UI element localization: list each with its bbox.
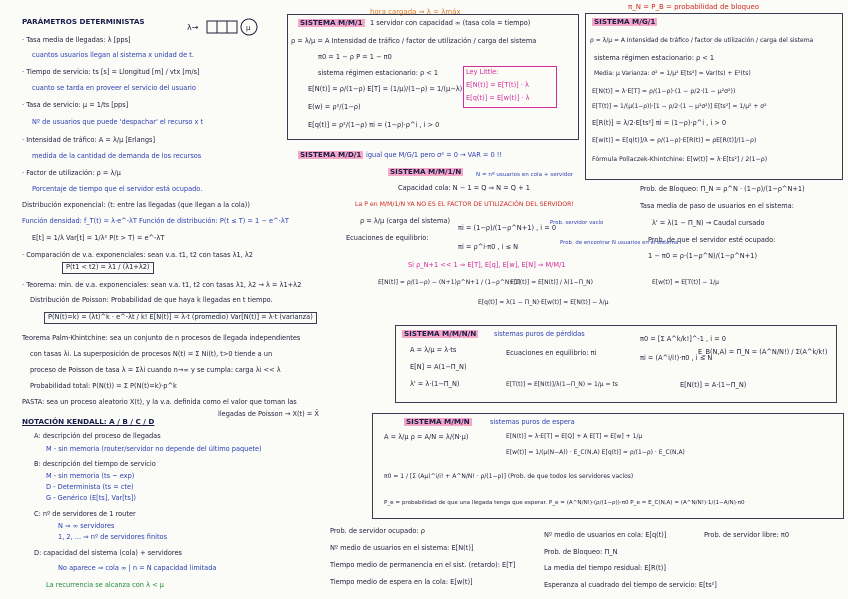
service-rate-desc: Nº de usuarios que puede 'despachar' el recurso x t [32, 118, 204, 126]
traffic-intensity-line: · Intensidad de tráfico: A = λ/μ [Erlangs] [22, 136, 156, 144]
svg-text:λ→: λ→ [187, 23, 199, 32]
arrival-rate-desc: cuantos usuarios llegan al sistema x unidad de t. [32, 51, 194, 59]
kendall-c-inf: N ⇒ ∞ servidores [58, 522, 115, 530]
block-prob: Prob. de Bloqueo: Π_N = ρ^N · (1−ρ)/(1−ρ^N+1) [640, 185, 805, 193]
server-busy-formula: 1 − π0 = ρ·(1−ρ^N)/(1−ρ^N+1) [648, 252, 758, 260]
exp-comparison-line: · Comparación de v.a. exponenciales: sean v.a. t1, t2 con tasas λ1, λ2 [22, 251, 253, 259]
mm1n-warning: La P en M/M/1/N YA NO ES EL FACTOR DE UTILIZACIÓN DEL SERVIDOR! [355, 201, 574, 208]
glossary-busy: Prob. de servidor ocupado: ρ [330, 527, 425, 535]
mm1-rho: ρ = λ/μ = A Intensidad de tráfico / factor de utilización / carga del sistema [291, 37, 537, 45]
pasta-line-1: PASTA: sea un proceso aleatorio X(t), y la v.a. definida como el valor que toman las [22, 398, 297, 406]
glossary-free: Prob. de servidor libre: π0 [704, 531, 790, 539]
mmnn-subtitle: sistemas puros de pérdidas [494, 330, 585, 338]
mmn-Ew: E[w(t)] = 1/(μ(N−A)) · E_C(N,A) E[q(t)] = ρ/(1−ρ) · E_C(N,A) [506, 449, 685, 456]
mmnn-EN: E[N] = A(1−Π_N) [410, 363, 467, 371]
busy-hour-note: hora cargada ⇒ λ = λmáx [370, 8, 461, 16]
arrival-rate-line: · Tasa media de llegadas: λ [pps] [22, 36, 131, 44]
svg-text:μ: μ [246, 24, 251, 32]
traffic-intensity-desc: medida de la cantidad de demanda de los recursos [32, 152, 202, 160]
mmnn-A: A = λ/μ = λ·ts [410, 346, 457, 354]
kendall-a-desc: M - sin memoria (router/servidor no depende del último paquete) [46, 445, 262, 453]
mg1-EN: E[N(t)] = λ·E[T] = ρ/(1−ρ)·(1 − ρ/2·(1 − μ²σ²)) [592, 88, 736, 95]
mg1-ER: E[R(t)] = λ/2·E[ts²] πi = (1−ρ)·ρ^i , i > 0 [592, 119, 727, 127]
kendall-c-finite: 1, 2, ... ⇒ nº de servidores finitos [58, 533, 168, 541]
mm1-subtitle: 1 servidor con capacidad ∞ (tasa cola = tiempo) [370, 19, 531, 27]
mm1n-capacity: Capacidad cola: N − 1 = Q ⇒ N = Q + 1 [398, 184, 530, 192]
glossary-Ets2: Esperanza al cuadrado del tiempo de servicio: E[ts²] [544, 581, 717, 589]
mmn-pi0: π0 = 1 / [Σ (Aμ)^i/i! + A^N/N! · ρ/(1−ρ)] (Prob. de que todos los servidores vacíos) [384, 473, 634, 480]
little-law-2: E[q(t)] = E[w(t)] · λ [466, 94, 530, 102]
mmn-A-rho: A = λ/μ ρ = A/N = λ/(N·μ) [384, 433, 469, 441]
mm1-stationary: sistema régimen estacionario: ρ < 1 [318, 69, 439, 77]
kendall-c: C: nº de servidores de 1 router [34, 510, 136, 518]
mm1n-eq-1: πi = (1−ρ)/(1−ρ^N+1) , i = 0 [458, 224, 557, 232]
blocking-prob-note: π_N = P_B = probabilidad de bloqueo [628, 3, 760, 11]
mg1-Ew: E[w(t)] = E[q(t)]/λ = ρ/(1−ρ)·E[R(t)] = ρE[R(t)]/(1−ρ) [592, 137, 757, 144]
palm-khintchine-3: proceso de Poisson de tasa λ = Σλi cuando n→∞ y se cumpla: carga λi << λ [30, 366, 281, 374]
carried-traffic: λ' = λ(1 − Π_N) → Caudal cursado [652, 219, 765, 227]
poisson-formula: P(N(t)=k) = (λt)^k · e^-λt / k! E[N(t)] = λ·t (promedio) Var[N(t)] = λ·t (varianza) [44, 312, 317, 324]
glossary-ER: La media del tiempo residual: E[R(t)] [544, 564, 666, 572]
mm1n-approx: Si ρ_N+1 << 1 ⇒ E[T], E[q], E[w], E[N] ⇒ M/M/1 [408, 261, 566, 269]
mm1-EN: E[N(t)] = ρ/(1−ρ) E[T] = (1/μ)/(1−ρ) = 1/(μ−λ) [308, 85, 463, 93]
mm1n-title: SISTEMA M/M/1/N [390, 167, 462, 176]
service-rate-line: · Tasa de servicio: μ = 1/ts [pps] [22, 101, 129, 109]
glossary-block: Prob. de Bloqueo: Π_N [544, 548, 618, 556]
glossary-Ew: Tiempo medio de espera en la cola: E[w(t)] [330, 578, 473, 586]
mmnn-eq-1: π0 = [Σ A^k/k!]^-1 , i = 0 [640, 335, 726, 343]
mm1n-Ew: E[w(t)] = E[T(t)] − 1/μ [652, 279, 719, 286]
kendall-d: D: capacidad del sistema (cola) + servidores [34, 549, 182, 557]
mm1n-note: N = nº usuarios en cola + servidor [476, 172, 574, 178]
mg1-moments: Media: μ Varianza: σ² = 1/μ² E[ts²] = Var(ts) + E²(ts) [594, 70, 751, 77]
mm1n-Eq: E[q(t)] = λ(1 − Π_N)·E[w(t)] = E[N(t)] − λ/μ [478, 299, 609, 306]
mmn-title: SISTEMA M/M/N [406, 417, 470, 426]
kendall-b: B: descripción del tiempo de servicio [34, 460, 156, 468]
service-time-desc: cuanto se tarda en proveer el servicio del usuario [32, 84, 196, 92]
utilization-desc: Porcentaje de tiempo que el servidor está ocupado. [32, 185, 203, 193]
recurrence-note: La recurrencia se alcanza con λ < μ [46, 581, 164, 589]
mmn-subtitle: sistemas puros de espera [490, 418, 575, 426]
mg1-ET: E[T(t)] = 1/(μ(1−ρ))·[1 − ρ/2·(1 − μ²σ²)] E[ts²] = 1/μ² + σ² [592, 103, 767, 110]
poisson-title: Distribución de Poisson: Probabilidad de que haya k llegadas en t tiempo. [30, 296, 273, 304]
min-exponential-line: · Teorema: min. de v.a. exponenciales: sean v.a. t1, t2 con tasas λ1, λ2 → λ = λ1+λ2 [22, 281, 302, 289]
total-probability: Probabilidad total: P(N(t)) = Σ P(N(t)=k)·p^k [30, 382, 177, 390]
exponential-functions: Función densidad: f_T(t) = λ·e^-λT Función de distribución: P(t ≤ T) = 1 − e^-λT [22, 217, 289, 225]
exp-comparison-formula: P(t1 < t2) = λ1 / (λ1+λ2) [62, 262, 154, 274]
mg1-rho: ρ = λ/μ = A Intensidad de tráfico / factor de utilización / carga del sistema [590, 37, 814, 44]
kendall-b-g: G - Genérico (E[ts], Var[ts]) [46, 494, 136, 502]
mm1n-eq-label: Ecuaciones de equilibrio: [346, 234, 429, 242]
pollaczek-khintchine: Fórmula Pollaczek-Khintchine: E[w(t)] = λ·E[ts²] / 2(1−ρ) [592, 156, 768, 163]
kendall-b-d: D - Determinista (ts = cte) [46, 483, 134, 491]
mm1n-ET: E[T(t)] = E[N(t)] / λ(1−Π_N) [510, 279, 593, 286]
palm-khintchine-1: Teorema Palm-Khintchine: sea un conjunto de n procesos de llegada independientes [22, 334, 301, 342]
mm1n-rho: ρ = λ/μ (carga del sistema) [360, 217, 451, 225]
mmnn-lambda: λ' = λ·(1−Π_N) [410, 380, 460, 388]
mmnn-ET: E[T(t)] = E[N(t)]/λ(1−Π_N) = 1/μ = ts [506, 381, 618, 388]
mmn-Pe: P_e = probabilidad de que una llegada tenga que esperar. P_e = (A^N/N!)·(ρ/(1−ρ))·π0 P_e = E_C(N,A) = (A^N/N!)·1/(1−A/N)·π0 [384, 500, 745, 506]
erlang-b: E_B(N,A) = Π_N = (A^N/N!) / Σ(A^k/k!) [698, 348, 828, 356]
mm1n-eq-note-2: Prob. de encontrar N usuarios en el sistema [560, 240, 679, 246]
mm1n-eq-note-1: Prob. servidor vacío [550, 220, 604, 226]
glossary-ET: Tiempo medio de permanencia en el sist. (retardo): E[T] [330, 561, 516, 569]
mm1-title: SISTEMA M/M/1 [300, 18, 363, 27]
kendall-b-m: M - sin memoria (ts ~ exp) [46, 472, 135, 480]
utilization-line: · Factor de utilización: ρ = λ/μ [22, 169, 121, 177]
mm1-Ew: E(w) = ρ²/(1−ρ) [308, 103, 361, 111]
little-law-title: Ley Little: [466, 68, 499, 76]
server-busy-title: Prob. de que el servidor esté ocupado: [648, 236, 776, 244]
service-time-line: · Tiempo de servicio: ts [s] = Llongitud [m] / vtx [m/s] [22, 68, 200, 76]
queue-diagram-icon [185, 16, 265, 38]
kendall-title: NOTACIÓN KENDALL: A / B / C / D [22, 417, 155, 426]
mmnn-eq-label: Ecuaciones en equilibrio: πi [506, 349, 597, 357]
mmnn-title: SISTEMA M/M/N/N [404, 329, 477, 338]
exponential-dist-title: Distribución exponencial: (t: entre las llegadas (que llegan a la cola)) [22, 201, 250, 209]
mm1n-eq-2: πi = ρ^i·π0 , i ≤ N [458, 243, 519, 251]
md1-text: igual que M/G/1 pero σ² = 0 → VAR = 0 !! [366, 151, 503, 159]
deterministic-params-title: PARÁMETROS DETERMINISTAS [22, 17, 145, 26]
mm1n-EN: E[N(t)] = ρ/(1−ρ) − (N+1)ρ^N+1 / (1−ρ^N+1) [378, 279, 521, 286]
mmnn-eq-2: πi = (A^i/i!)·π0 , i ≤ N [640, 354, 713, 362]
mg1-title: SISTEMA M/G/1 [594, 17, 656, 26]
exponential-moments: E[t] = 1/λ Var[t] = 1/λ² P(t > T) = e^-λT [32, 234, 165, 242]
mmnn-EN-2: E[N(t)] = A·(1−Π_N) [680, 381, 747, 389]
kendall-a: A: descripción del proceso de llegadas [34, 432, 161, 440]
mg1-stationary: sistema régimen estacionario: ρ < 1 [594, 54, 715, 62]
mm1-pi0: π0 = 1 − ρ P = 1 − π0 [318, 53, 392, 61]
kendall-d-desc: No aparece ⇒ cola ∞ | n = N capacidad limitada [58, 564, 217, 572]
mm1-Eq: E[q(t)] = ρ²/(1−ρ) πi = (1−ρ)·ρ^i , i > 0 [308, 121, 440, 129]
glossary-EN: Nº medio de usuarios en el sistema: E[N(t)] [330, 544, 474, 552]
mmn-EN: E[N(t)] = λ·E[T] = E[Q] + A E[T] = E[w] + 1/μ [506, 433, 643, 440]
little-law-1: E[N(t)] = E[T(t)] · λ [466, 81, 529, 89]
glossary-Eq: Nº medio de usuarios en cola: E[q(t)] [544, 531, 667, 539]
md1-title: SISTEMA M/D/1 [300, 150, 362, 159]
palm-khintchine-2: con tasas λi. La superposición de procesos N(t) = Σ Ni(t), t>0 tiende a un [30, 350, 273, 358]
pass-rate-title: Tasa media de paso de usuarios en el sistema: [640, 202, 794, 210]
pasta-line-2: llegadas de Poisson → X(t) = X̄ [218, 410, 319, 418]
